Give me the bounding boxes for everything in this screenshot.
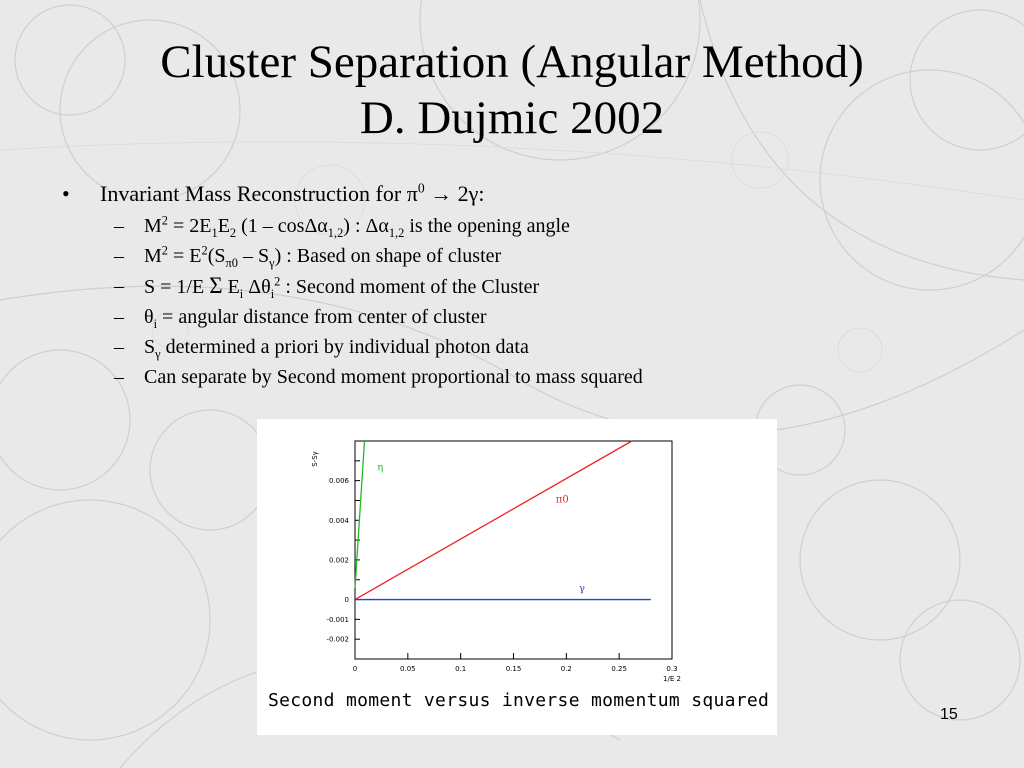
sub-bullet-text: $M^2 = E^2(S_{\pi 0} - S_\gamma)$ : Based on shape of cluster	[144, 243, 502, 270]
y-tick-label: 0	[344, 596, 349, 605]
x-tick-label: 0.3	[666, 665, 678, 673]
sub-bullet-theta	[114, 305, 962, 329]
series-label: η	[377, 462, 384, 474]
series-line-pi0	[355, 441, 632, 600]
dash-icon: –	[114, 245, 124, 267]
bullet-dot-icon: •	[62, 181, 70, 206]
sub-bullet-separate	[114, 365, 962, 389]
y-axis-label: S-Sγ	[311, 451, 319, 467]
bullet-list	[62, 180, 962, 389]
x-tick-label: 0.15	[505, 665, 522, 673]
sub-bullet-shape	[114, 244, 962, 268]
chart-figure	[257, 419, 777, 735]
series-line-eta	[355, 441, 365, 588]
x-tick-label: 0.2	[560, 665, 572, 673]
sub-bullet-text: $M^2 = 2E_1E_2$ (1 – cosΔα$_{1,2}$) : $\Delta\alpha_{1,2}$ is the opening angle	[144, 213, 570, 240]
sub-bullet-text: $S_\gamma$ determined a priori by individual photon data	[144, 336, 529, 361]
sub-bullet-opening-angle	[114, 214, 962, 238]
slide-number: 15	[940, 706, 958, 723]
bullet-main	[62, 180, 962, 208]
y-tick-label: -0.001	[326, 615, 349, 624]
y-tick-label: 0.002	[328, 556, 349, 565]
y-tick-label: -0.002	[326, 635, 349, 644]
y-tick-label: 0.006	[328, 477, 349, 486]
title-line-2: D. Dujmic 2002	[359, 92, 665, 144]
dash-icon: –	[114, 306, 124, 328]
dash-icon: –	[114, 275, 124, 297]
series-label: π0	[555, 494, 569, 506]
sub-bullet-second-moment	[114, 274, 962, 299]
dash-icon: –	[114, 366, 124, 388]
dash-icon: –	[114, 215, 124, 237]
figure-caption: Second moment versus inverse momentum squared	[268, 690, 770, 711]
y-tick-label: 0.004	[328, 516, 349, 525]
x-tick-label: 0.1	[455, 665, 467, 673]
x-tick-label: 0.05	[400, 665, 416, 673]
sub-bullet-text: Can separate by Second moment proportional to mass squared	[144, 366, 643, 388]
title-line-1: Cluster Separation (Angular Method)	[160, 36, 864, 88]
x-tick-label: 0.25	[611, 665, 627, 673]
chart	[257, 419, 777, 689]
bullet-main-text: Invariant Mass Reconstruction for $\pi^0 \to 2\gamma$:	[100, 180, 485, 206]
sub-bullet-s-gamma	[114, 335, 962, 359]
x-tick-label: 0	[352, 665, 358, 673]
series-label: γ	[579, 583, 585, 595]
plot-frame	[355, 441, 672, 659]
sub-bullet-text: $\theta_i$ = angular distance from center of cluster	[144, 306, 487, 331]
sub-bullet-text: S = 1/E Σ $E_i$ $\Delta\theta_i^2$ : Second moment of the Cluster	[144, 273, 540, 301]
slide-title	[0, 34, 1024, 146]
dash-icon: –	[114, 336, 124, 358]
x-axis-label: 1/E 2	[663, 675, 681, 683]
